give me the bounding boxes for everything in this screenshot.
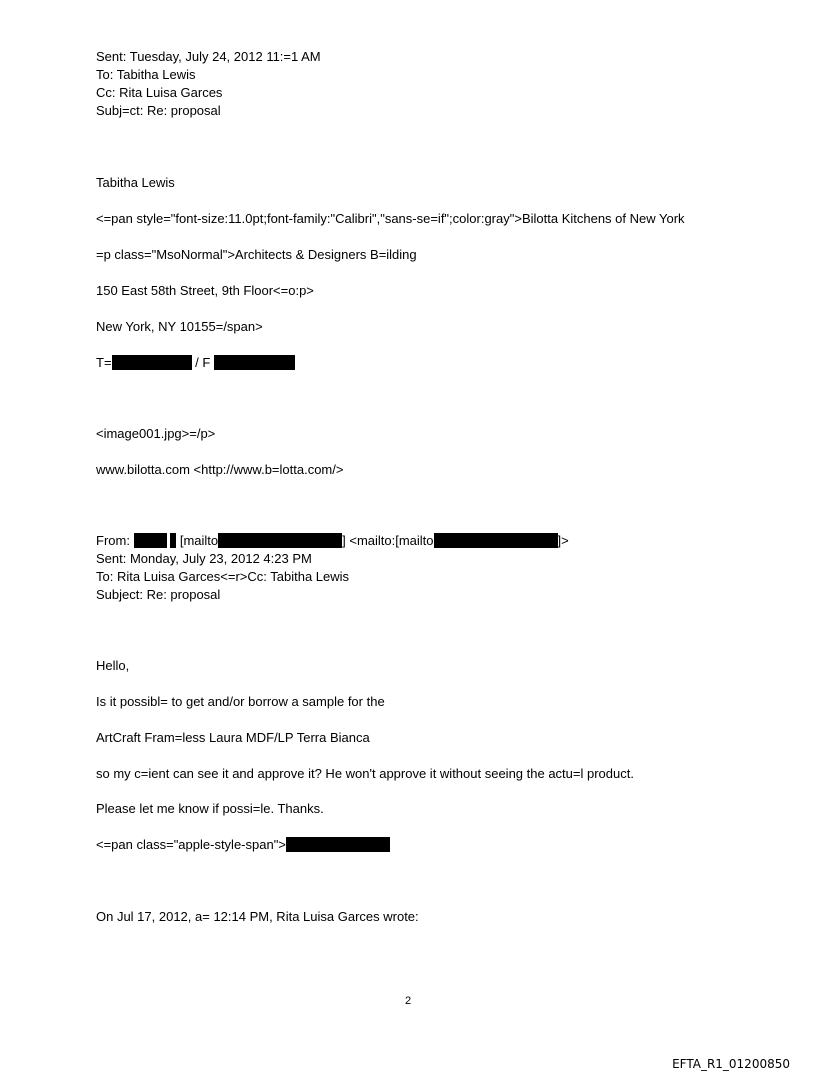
document-id: EFTA_R1_01200850: [672, 1057, 790, 1071]
from-label: From:: [96, 533, 130, 548]
mailto-end: ]>: [557, 533, 569, 548]
greeting: Hello,: [96, 658, 130, 673]
to-line: To: Tabitha Lewis: [96, 67, 196, 82]
redaction-box: [112, 355, 192, 370]
mailto2-label: ] <mailto:[mailto: [342, 533, 434, 548]
signature-phone-line: [96, 355, 295, 371]
quoted-to-cc-line: To: Rita Luisa Garces<=r>Cc: Tabitha Lewis: [96, 569, 350, 584]
cc-line: Cc: Rita Luisa Garces: [96, 85, 223, 100]
span-line: [96, 837, 390, 853]
quoted-subject-line: Subject: Re: proposal: [96, 587, 221, 602]
redaction-box: [286, 837, 390, 852]
signature-company: <=pan style="font-size:11.0pt;font-family:"Calibri","sans-se=if";color:gray">Bilotta Kitchens of New York: [96, 211, 685, 226]
signature-building: =p class="MsoNormal">Architects & Designers B=ilding: [96, 247, 417, 262]
span-text: <=pan class="apple-style-span">: [96, 837, 286, 852]
fax-separator: / F: [195, 355, 211, 370]
on-wrote-line: On Jul 17, 2012, a= 12:14 PM, Rita Luisa Garces wrote:: [96, 909, 419, 924]
body-line: so my c=ient can see it and approve it? He won't approve it without seeing the actu=l product.: [96, 766, 634, 781]
from-line: [96, 533, 569, 549]
redaction-box: [170, 533, 176, 548]
body-line: ArtCraft Fram=less Laura MDF/LP Terra Bianca: [96, 730, 370, 745]
signature-street: 150 East 58th Street, 9th Floor<=o:p>: [96, 283, 314, 298]
body-line: Please let me know if possi=le. Thanks.: [96, 801, 324, 816]
redaction-box: [434, 533, 558, 548]
signature-name: Tabitha Lewis: [96, 175, 175, 190]
quoted-sent-line: Sent: Monday, July 23, 2012 4:23 PM: [96, 551, 312, 566]
body-line: Is it possibl= to get and/or borrow a sample for the: [96, 694, 385, 709]
sent-line: Sent: Tuesday, July 24, 2012 11:=1 AM: [96, 49, 321, 64]
page-number: 2: [404, 995, 412, 1007]
redaction-box: [134, 533, 167, 548]
subject-line: Subj=ct: Re: proposal: [96, 103, 221, 118]
redaction-box: [214, 355, 295, 370]
phone-prefix: T=: [96, 355, 112, 370]
image-placeholder-line: <image001.jpg>=/p>: [96, 426, 216, 441]
mailto-label: [mailto: [179, 533, 219, 548]
website-line[interactable]: www.bilotta.com <http://www.b=lotta.com/>: [96, 462, 344, 477]
redaction-box: [218, 533, 342, 548]
signature-city: New York, NY 10155=/span>: [96, 319, 263, 334]
